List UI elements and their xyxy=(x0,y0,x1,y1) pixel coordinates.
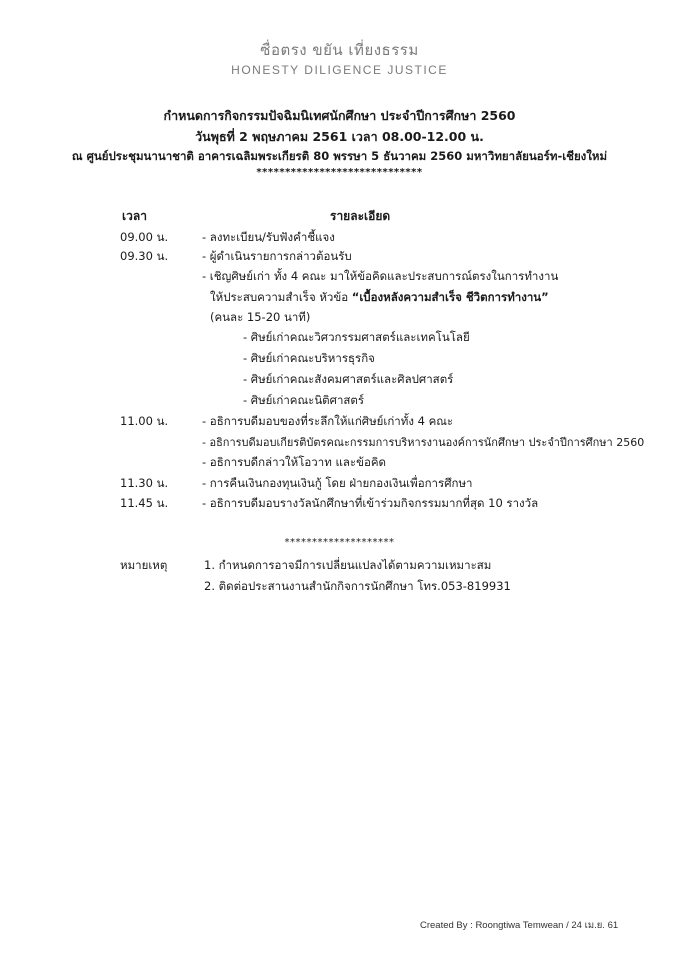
footer-credit: Created By : Roongtiwa Temwean / 24 เม.ย. 61 xyxy=(420,920,619,931)
duration-note: (คนละ 15-20 นาที) xyxy=(210,310,311,324)
schedule-item: - อธิการบดีกล่าวให้โอวาท และข้อคิด xyxy=(202,455,387,469)
schedule-item: - การคืนเงินกองทุนเงินกู้ โดย ฝ่ายกองเงินเพื่อการศึกษา xyxy=(202,476,473,490)
topic-title: “เบื้องหลังความสำเร็จ ชีวิตการทำงาน” xyxy=(351,290,549,304)
schedule-time: 11.45 น. xyxy=(120,496,169,510)
schedule-time: 11.00 น. xyxy=(120,414,169,428)
alumni-item: - ศิษย์เก่าคณะบริหารธุรกิจ xyxy=(243,351,375,365)
schedule-item: - อธิการบดีมอบรางวัลนักศึกษาที่เข้าร่วมกิจกรรมมากที่สุด 10 รางวัล xyxy=(202,496,539,510)
schedule-item: - อธิการบดีมอบของที่ระลึกให้แก่ศิษย์เก่าทั้ง 4 คณะ xyxy=(202,414,454,428)
title-separator: ***************************** xyxy=(256,167,423,178)
schedule-item: - ลงทะเบียน/รับฟังคำชี้แจง xyxy=(202,230,335,244)
notes-label: หมายเหตุ xyxy=(120,558,168,572)
schedule-time: 09.30 น. xyxy=(120,249,169,263)
section-separator: ******************** xyxy=(284,537,395,548)
schedule-time: 11.30 น. xyxy=(120,476,169,490)
event-date: วันพุธที่ 2 พฤษภาคม 2561 เวลา 08.00-12.00 น. xyxy=(195,129,484,144)
alumni-item: - ศิษย์เก่าคณะสังคมศาสตร์และศิลปศาสตร์ xyxy=(243,372,454,386)
schedule-time: 09.00 น. xyxy=(120,230,169,244)
alumni-item: - ศิษย์เก่าคณะนิติศาสตร์ xyxy=(243,393,365,407)
note-item: 2. ติดต่อประสานงานสำนักกิจการนักศึกษา โทร.053-819931 xyxy=(204,579,511,593)
schedule-item: - อธิการบดีมอบเกียรติบัตรคณะกรรมการบริหารงานองค์การนักศึกษา ประจำปีการศึกษา 2560 xyxy=(202,436,645,449)
schedule-item: - ผู้ดำเนินรายการกล่าวต้อนรับ xyxy=(202,249,352,263)
note-item: 1. กำหนดการอาจมีการเปลี่ยนแปลงได้ตามความเหมาะสม xyxy=(204,558,492,572)
column-header-detail: รายละเอียด xyxy=(330,209,391,223)
event-venue: ณ ศูนย์ประชุมนานาชาติ อาคารเฉลิมพระเกียรติ 80 พรรษา 5 ธันวาคม 2560 มหาวิทยาลัยนอร์ท-เชียงใหม่ xyxy=(71,149,608,163)
topic-intro: ให้ประสบความสำเร็จ หัวข้อ xyxy=(210,290,349,304)
alumni-item: - ศิษย์เก่าคณะวิศวกรรมศาสตร์และเทคโนโลยี xyxy=(243,330,470,344)
column-header-time: เวลา xyxy=(122,209,147,223)
schedule-item: - เชิญศิษย์เก่า ทั้ง 4 คณะ มาให้ข้อคิดและประสบการณ์ตรงในการทำงาน xyxy=(202,269,559,283)
schedule-item-continuation xyxy=(210,289,549,307)
motto-thai: ซื่อตรง ขยัน เที่ยงธรรม xyxy=(260,41,419,59)
document-title: กำหนดการกิจกรรมปัจฉิมนิเทศนักศึกษา ประจำปีการศึกษา 2560 xyxy=(163,108,516,123)
motto-english: HONESTY DILIGENCE JUSTICE xyxy=(231,63,448,77)
